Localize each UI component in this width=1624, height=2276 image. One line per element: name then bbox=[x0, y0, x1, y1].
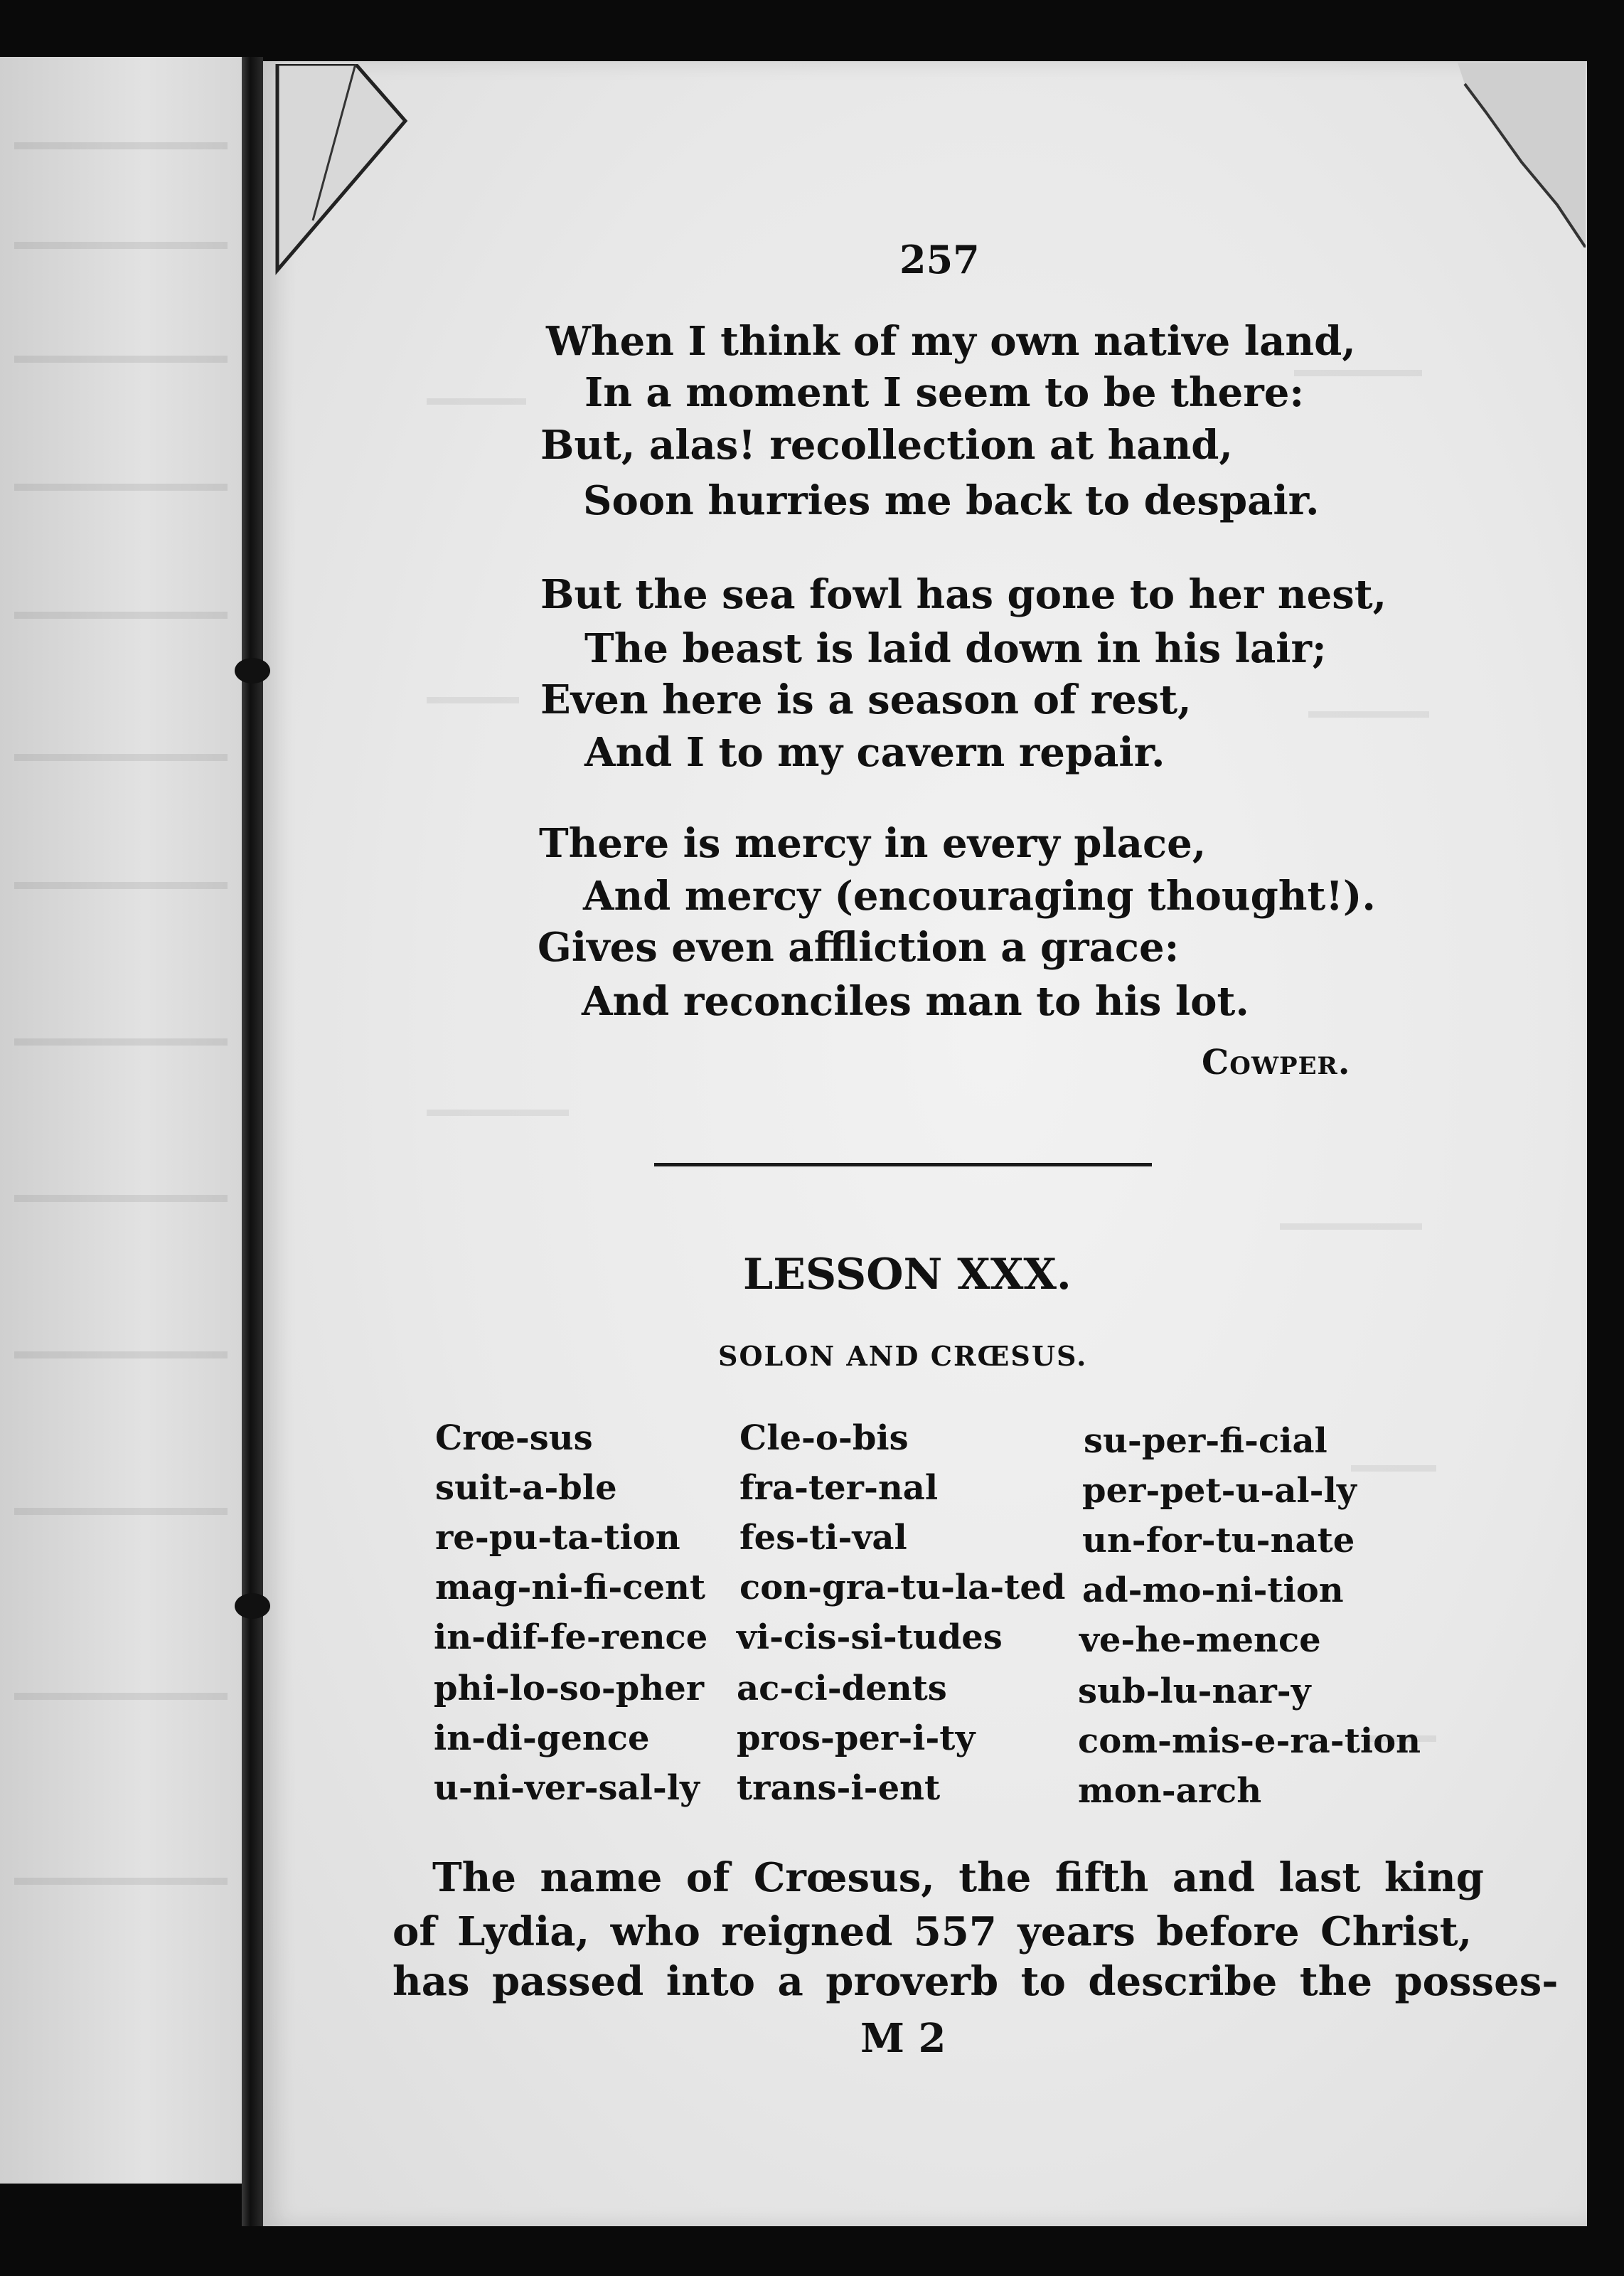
binding-stitch bbox=[235, 658, 270, 684]
poem-line: There is mercy in every place, bbox=[539, 820, 1207, 867]
spelling-word: ad-mo-ni-tion bbox=[1082, 1570, 1344, 1610]
spelling-word: Crœ-sus bbox=[435, 1418, 593, 1458]
poem-line: In a moment I seem to be there: bbox=[584, 369, 1304, 416]
signature-mark: M 2 bbox=[860, 2015, 946, 2062]
spelling-word: con-gra-tu-la-ted bbox=[739, 1568, 1066, 1607]
spelling-word: sub-lu-nar-y bbox=[1078, 1671, 1311, 1711]
section-divider bbox=[654, 1163, 1152, 1166]
spelling-word: suit-a-ble bbox=[435, 1468, 617, 1508]
spelling-word: pros-per-i-ty bbox=[737, 1718, 976, 1758]
folded-corner bbox=[270, 64, 412, 277]
spelling-word: fra-ter-nal bbox=[739, 1468, 939, 1508]
poem-author: Cowper. bbox=[1202, 1043, 1351, 1083]
torn-corner bbox=[1458, 63, 1586, 248]
poem-line: When I think of my own native land, bbox=[546, 318, 1356, 365]
page-number: 257 bbox=[899, 237, 980, 282]
spelling-word: Cle-o-bis bbox=[739, 1418, 909, 1458]
spelling-word: mon-arch bbox=[1078, 1771, 1262, 1811]
binding-stitch bbox=[235, 1593, 270, 1619]
spelling-word: re-pu-ta-tion bbox=[435, 1518, 680, 1558]
lesson-title: LESSON XXX. bbox=[743, 1250, 1072, 1299]
poem-line: But the sea fowl has gone to her nest, bbox=[540, 571, 1387, 618]
spelling-word: ve-he-mence bbox=[1079, 1620, 1321, 1660]
poem-line: The beast is laid down in his lair; bbox=[584, 625, 1327, 672]
poem-line: And reconciles man to his lot. bbox=[582, 978, 1249, 1025]
poem-line: And mercy (encouraging thought!). bbox=[583, 873, 1376, 920]
poem-line: Soon hurries me back to despair. bbox=[583, 477, 1320, 524]
spelling-word: in-dif-fe-rence bbox=[434, 1617, 708, 1657]
spelling-word: mag-ni-fi-cent bbox=[435, 1568, 706, 1607]
poem-line: Gives even affliction a grace: bbox=[538, 924, 1180, 971]
paragraph-line: of Lydia, who reigned 557 years before Christ, bbox=[392, 1908, 1473, 1955]
paragraph-line: The name of Crœsus, the fifth and last king bbox=[432, 1854, 1484, 1901]
book-binding bbox=[242, 57, 263, 2226]
left-page-edge bbox=[0, 57, 242, 2184]
spelling-word: fes-ti-val bbox=[739, 1518, 907, 1558]
lesson-subtitle: SOLON AND CRŒSUS. bbox=[718, 1340, 1088, 1372]
spelling-word: trans-i-ent bbox=[737, 1768, 941, 1808]
poem-line: And I to my cavern repair. bbox=[584, 729, 1165, 776]
spelling-word: phi-lo-so-pher bbox=[434, 1669, 705, 1708]
spelling-word: un-for-tu-nate bbox=[1082, 1521, 1355, 1560]
spelling-word: com-mis-e-ra-tion bbox=[1078, 1721, 1421, 1761]
spelling-word: u-ni-ver-sal-ly bbox=[434, 1768, 700, 1808]
poem-line: Even here is a season of rest, bbox=[540, 676, 1192, 723]
spelling-word: per-pet-u-al-ly bbox=[1082, 1471, 1357, 1511]
spelling-word: ac-ci-dents bbox=[737, 1669, 947, 1708]
spelling-word: in-di-gence bbox=[434, 1718, 650, 1758]
spelling-word: su-per-fi-cial bbox=[1084, 1421, 1327, 1461]
poem-line: But, alas! recollection at hand, bbox=[540, 422, 1233, 469]
spelling-word: vi-cis-si-tudes bbox=[737, 1617, 1003, 1657]
paragraph-line: has passed into a proverb to describe the posses- bbox=[392, 1958, 1559, 2005]
